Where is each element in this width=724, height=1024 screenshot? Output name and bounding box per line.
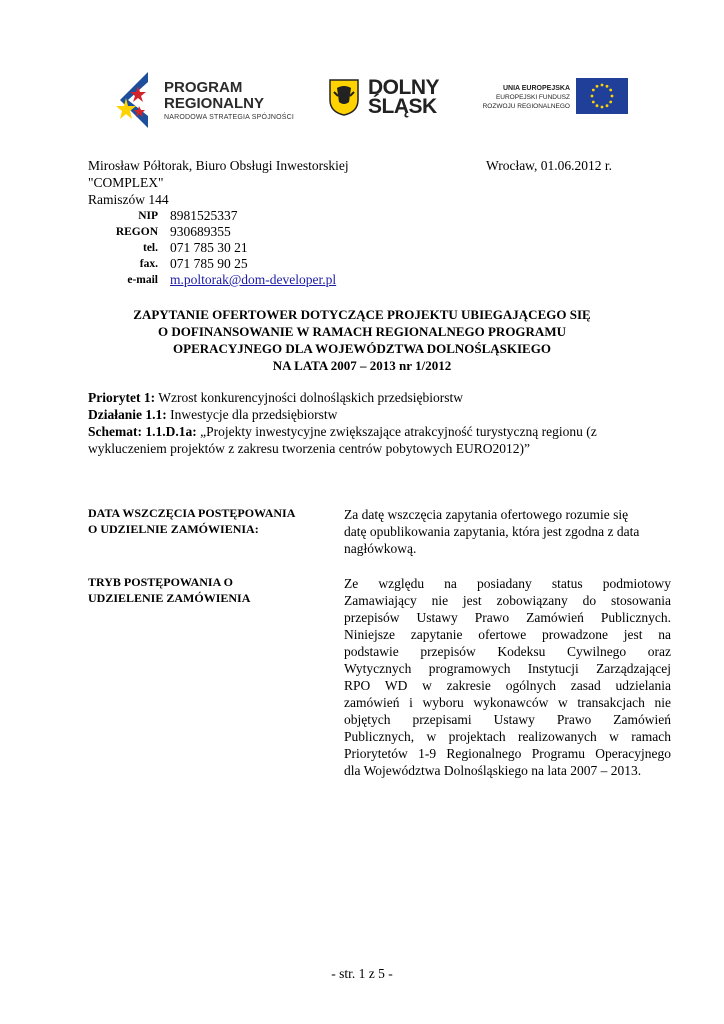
priorytet-value: Wzrost konkurencyjności dolnośląskich przedsiębiorstw bbox=[155, 390, 464, 405]
section-date-body bbox=[344, 506, 671, 557]
section-date-body-line: Za datę wszczęcia zapytania ofertowego rozumie się bbox=[344, 507, 629, 522]
program-logo-line1: PROGRAM bbox=[164, 79, 243, 96]
section-date-body-line: datę opublikowania zapytania, która jest zgodna z data bbox=[344, 524, 640, 539]
section-mode-body-line: Zamawiający nie jest zobowiązany do stosowania bbox=[344, 593, 671, 608]
section-mode-body-line: objętych przepisami Ustawy Prawo Zamówień bbox=[344, 712, 671, 727]
dolny-slask-crest-icon bbox=[328, 78, 360, 116]
ue-line3: ROZWOJU REGIONALNEGO bbox=[482, 103, 570, 110]
section-mode-body-line: Niniejsze zapytanie ofertowe prowadzone jest na bbox=[344, 627, 671, 642]
email-label: e-mail bbox=[127, 274, 158, 286]
ue-line2: EUROPEJSKI FUNDUSZ bbox=[495, 94, 570, 101]
dzialanie-value: Inwestycje dla przedsiębiorstw bbox=[166, 407, 338, 422]
fax-label: fax. bbox=[139, 258, 158, 270]
section-mode-body-line: Ze względu na posiadany status podmiotowy bbox=[344, 576, 671, 591]
regon-value: 930689355 bbox=[170, 224, 231, 239]
sender-name: Mirosław Półtorak, Biuro Obsługi Inwestorskiej bbox=[88, 158, 349, 173]
section-mode-body-line: przepisów Ustawy Prawo Zamówień Publicznych. bbox=[344, 610, 671, 625]
section-mode-body-line: Priorytetów 1-9 Regionalnego Programu Operacyjnego bbox=[344, 746, 671, 761]
section-mode-heading bbox=[88, 575, 328, 606]
section-mode-body bbox=[344, 575, 671, 779]
title-line1: ZAPYTANIE OFERTOWER DOTYCZĄCE PROJEKTU UBIEGAJĄCEGO SIĘ bbox=[133, 307, 591, 322]
page-number: - str. 1 z 5 - bbox=[331, 966, 393, 981]
schemat-value: „Projekty inwestycyjne zwiększające atrakcyjność turystyczną regionu (z bbox=[196, 424, 597, 439]
section-date-heading bbox=[88, 506, 328, 537]
logo-banner bbox=[88, 52, 634, 142]
schemat-line bbox=[88, 423, 597, 440]
dolny-slask-line2: ŚLĄSK bbox=[368, 95, 437, 118]
section-mode-body-line: RPO WD w zakresie ogólnych zasad udzielania bbox=[344, 678, 671, 693]
section-mode-heading-line2: UDZIELENIE ZAMÓWIENIA bbox=[88, 590, 251, 605]
tel-value: 071 785 30 21 bbox=[170, 240, 248, 255]
ue-logo-text bbox=[466, 84, 570, 111]
ue-line1: UNIA EUROPEJSKA bbox=[502, 85, 570, 92]
dolny-slask-line1: DOLNY bbox=[368, 76, 439, 99]
nip-label: NIP bbox=[138, 210, 158, 222]
title-line4: NA LATA 2007 – 2013 nr 1/2012 bbox=[272, 358, 452, 373]
section-date-heading-line1: DATA WSZCZĘCIA POSTĘPOWANIA bbox=[88, 506, 296, 520]
section-date-body-line: nagłówkową. bbox=[344, 541, 417, 556]
section-mode-body-line: dla Województwa Dolnośląskiego na lata 2007 – 2013. bbox=[344, 763, 642, 778]
email-link[interactable]: m.poltorak@dom-developer.pl bbox=[170, 272, 337, 287]
program-logo-line2: REGIONALNY bbox=[164, 95, 265, 112]
place-date: Wrocław, 01.06.2012 r. bbox=[486, 158, 613, 173]
dzialanie-label: Działanie 1.1: bbox=[88, 407, 167, 422]
sender-address: Ramiszów 144 bbox=[88, 192, 169, 207]
fax-value: 071 785 90 25 bbox=[170, 256, 248, 271]
title-line2: O DOFINANSOWANIE W RAMACH REGIONALNEGO PROGRAMU bbox=[158, 324, 566, 339]
schemat-label: Schemat: 1.1.D.1a: bbox=[88, 424, 197, 439]
regon-label: REGON bbox=[115, 226, 158, 238]
priorytet-label: Priorytet 1: bbox=[88, 390, 156, 405]
title-line3: OPERACYJNEGO DLA WOJEWÓDZTWA DOLNOŚLĄSKIEGO bbox=[173, 341, 551, 356]
priorytet-line bbox=[88, 389, 463, 406]
program-regionalny-logo-icon bbox=[114, 70, 158, 128]
section-mode-body-line: Publicznych, w projektach realizowanych w ramach bbox=[344, 729, 671, 744]
dzialanie-line bbox=[88, 406, 337, 423]
section-mode-body-line: Wytycznych programowych Instytucji Zarządzającej bbox=[344, 661, 671, 676]
sender-company: "COMPLEX" bbox=[88, 175, 164, 190]
section-mode-body-line: podstawie przepisów Kodeksu Cywilnego oraz bbox=[344, 644, 671, 659]
schemat-value-line2: wykluczeniem projektów z zakresu tworzenia centrów pobytowych EURO2012)” bbox=[88, 441, 530, 456]
section-mode-body-line: zamówień i wyboru wykonawców w transakcjach nie bbox=[344, 695, 671, 710]
program-logo-sub: NARODOWA STRATEGIA SPÓJNOŚCI bbox=[164, 114, 295, 121]
tel-label: tel. bbox=[142, 242, 158, 254]
nip-value: 8981525337 bbox=[170, 208, 238, 223]
eu-flag-icon bbox=[576, 78, 628, 114]
section-date-heading-line2: O UDZIELNIE ZAMÓWIENIA: bbox=[88, 521, 259, 536]
section-mode-heading-line1: TRYB POSTĘPOWANIA O bbox=[88, 575, 233, 589]
